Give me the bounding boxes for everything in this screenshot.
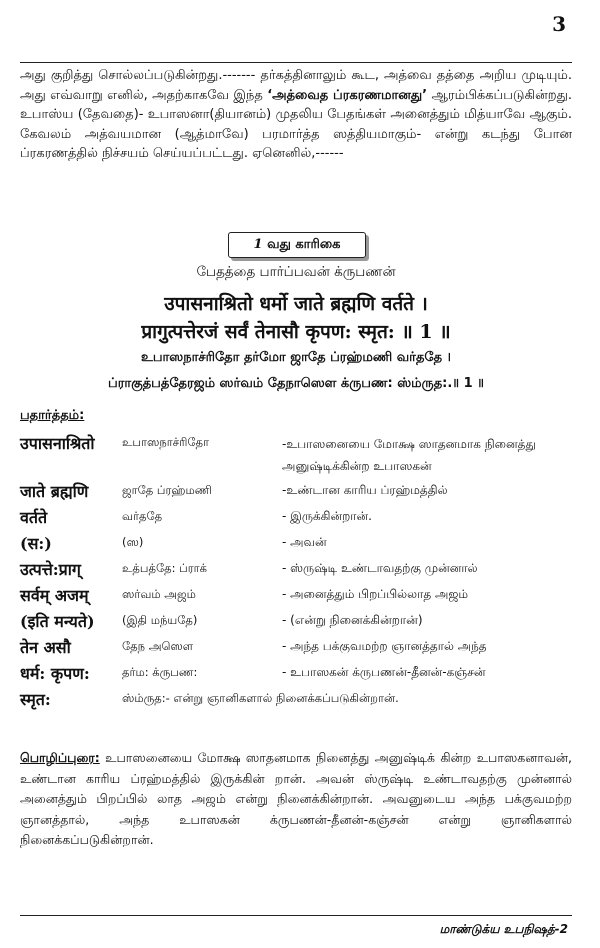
intro-paragraph bbox=[20, 66, 572, 164]
sanskrit-word: तेन असौ bbox=[20, 638, 71, 657]
word-meaning: - அந்த பக்குவமற்ற ஞானத்தால் அந்த bbox=[282, 639, 487, 653]
meaning-text: உபாஸனையை மோக்ஷ ஸாதனமாக நினைத்து அனுஷ்டிக் கின்ற உபாஸகனாவன், உண்டான காரிய ப்ரஹ்மத்தில் இருக்கின் றான். அவன் ஸ்ருஷ்டி உண்டாவதற்கு முன்னால் அனைத்தும் பிறப்பில் லாத அஜம் என்று நினைக்கின்றான். அவனுடைய அந்த பக்குவமற்ற ஞானத்தால், அந்த உபாஸகன் க்ருபணன்-தீனன்-கஞ்சன் என்று ஞானிகளால் நினைக்கப்படுகின்றான். bbox=[20, 750, 572, 847]
tamil-word: (ஸ) bbox=[122, 535, 144, 549]
karikai-label: வது காரிகை bbox=[267, 237, 341, 252]
tamil-word: வர்ததே bbox=[122, 509, 163, 523]
intro-text-2: ஆரம்பிக்கப்படுகின்றது. உபாஸ்ய (தேவதை)- உபாஸனா(தியானம்) முதலிய பேதங்கள் அனைத்தும் மித்யாவே ஆகும். கேவலம் அத்வயமான (ஆத்மாவே) பரமார்த்த ஸத்தியமாகும்- என்று கடந்து போன ப்ரகரணத்தில் நிச்சயம் செய்யப்பட்டது. ஏனெனில்,------ bbox=[20, 87, 573, 161]
sanskrit-word: (इति मन्यते) bbox=[20, 612, 95, 631]
sanskrit-line-2: प्रागुत्पत्तेरजं सर्वं तेनासौ कृपण: स्मृत: ॥ 1 ॥ bbox=[141, 321, 451, 343]
karikai-heading-box bbox=[228, 232, 366, 258]
padartham-label: பதார்த்தம்: bbox=[20, 408, 85, 423]
word-row bbox=[20, 532, 580, 556]
word-meaning: -உபாஸனையை மோக்ஷ ஸாதனமாக நினைத்து அனுஷ்டிக்கின்ற உபாஸகன் bbox=[282, 437, 536, 473]
word-row bbox=[20, 610, 580, 634]
footer-title: மாண்டுக்ய உபநிஷத்-2 bbox=[439, 922, 568, 936]
word-row bbox=[20, 432, 580, 473]
word-row bbox=[20, 506, 580, 530]
word-row bbox=[20, 636, 580, 660]
tamil-word: தர்ம: க்ருபண: bbox=[122, 665, 198, 679]
word-meaning: - ஸ்ருஷ்டி உண்டாவதற்கு முன்னால் bbox=[282, 561, 478, 575]
sanskrit-word: (स:) bbox=[20, 534, 52, 553]
karikai-number: 1 bbox=[253, 237, 263, 252]
word-row bbox=[20, 584, 580, 608]
sanskrit-word: उत्पत्ते:प्राग् bbox=[20, 560, 81, 579]
word-row bbox=[20, 688, 580, 712]
sanskrit-word: धर्म: कृपण: bbox=[20, 664, 90, 683]
word-row bbox=[20, 662, 580, 686]
verse-title: பேதத்தை பார்ப்பவன் க்ருபணன் bbox=[196, 264, 396, 280]
word-meaning: - இருக்கின்றான். bbox=[282, 509, 372, 523]
intro-bold-title: ‘அத்வைத ப்ரகரணமானது’ bbox=[267, 87, 428, 103]
tamil-word: ஜாதே ப்ரஹ்மணி bbox=[122, 483, 212, 497]
sanskrit-word: सर्वम् अजम् bbox=[20, 586, 89, 605]
intro-text-1: அது குறித்து சொல்லப்படுகின்றது.------- தர்கத்தினாலும் கூட, அத்வை தத்தை அறிய முடியும். அது எவ்வாறு எனில், அதற்காகவே இந்த bbox=[20, 68, 572, 103]
sanskrit-word: उपासनाश्रितो bbox=[20, 434, 95, 453]
tamil-word: உபாஸநாச்ரிதோ bbox=[122, 435, 210, 449]
tamil-transliteration-line-1: உபாஸநாச்ரிதோ தர்மோ ஜாதே ப்ரஹ்மணி வர்ததே । bbox=[141, 350, 451, 365]
word-meaning: - அனைத்தும் பிறப்பில்லாத அஜம் bbox=[282, 587, 468, 601]
top-divider bbox=[20, 62, 572, 63]
tamil-word: உத்பத்தே: ப்ராக் bbox=[122, 561, 208, 575]
meaning-paragraph bbox=[20, 748, 572, 851]
word-meaning: - உபாஸகன் க்ருபணன்-தீனன்-கஞ்சன் bbox=[282, 665, 486, 679]
tamil-word: ஸர்வம் அஜம் bbox=[122, 587, 196, 601]
meaning-label: பொழிப்புரை: bbox=[20, 750, 100, 765]
tamil-transliteration-line-2: ப்ராகுத்பத்தேரஜம் ஸர்வம் தேநாஸௌ க்ருபண: ஸ்ம்ருத:.॥ 1 ॥ bbox=[108, 376, 484, 391]
tamil-word: (இதி மந்யதே) bbox=[122, 613, 198, 627]
sanskrit-word: वर्तते bbox=[20, 508, 48, 527]
tamil-word: தேந அஸௌ bbox=[122, 639, 194, 653]
bottom-divider bbox=[20, 915, 572, 916]
sanskrit-word: स्मृत: bbox=[20, 690, 51, 709]
word-meaning: - (என்று நினைக்கின்றான்) bbox=[282, 613, 423, 627]
tamil-word: ஸ்ம்ருத:- என்று ஞானிகளால் நினைக்கப்படுகின்றான். bbox=[122, 691, 399, 705]
word-row bbox=[20, 558, 580, 582]
sanskrit-line-1: उपासनाश्रितो धर्मो जाते ब्रह्मणि वर्तते । bbox=[164, 293, 428, 315]
word-meaning: - அவன் bbox=[282, 535, 327, 549]
sanskrit-word: जाते ब्रह्मणि bbox=[20, 482, 89, 501]
word-row bbox=[20, 480, 580, 504]
page-number: 3 bbox=[552, 12, 566, 36]
word-meaning: -உண்டான காரிய ப்ரஹ்மத்தில் bbox=[282, 483, 448, 497]
